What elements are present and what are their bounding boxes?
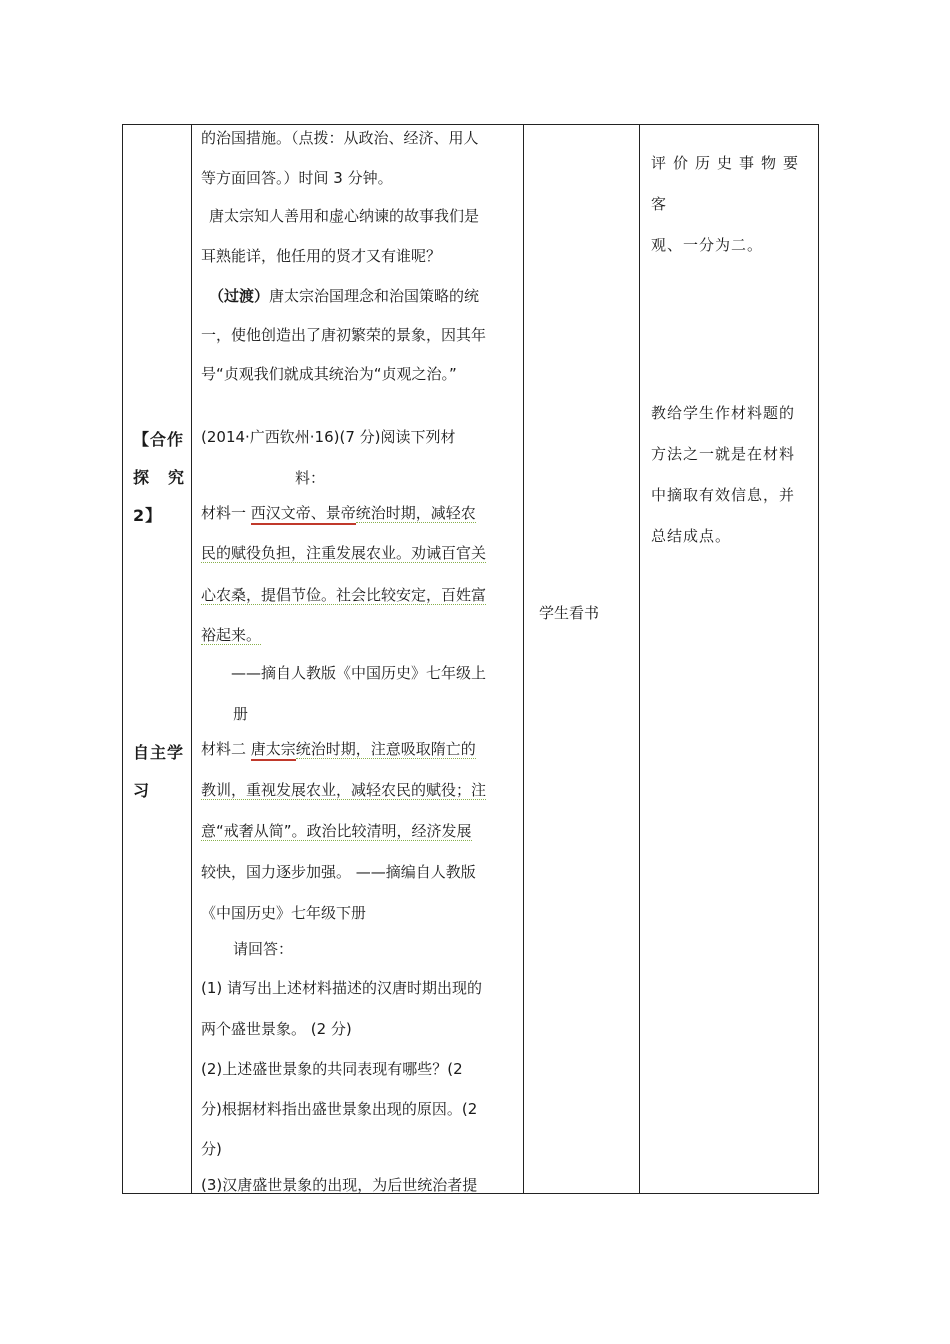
question-line: 分)	[201, 1140, 222, 1158]
section-label-char: 探	[133, 468, 151, 487]
citation-line: 册	[233, 705, 249, 723]
section-label-cooperative-inquiry	[133, 421, 185, 535]
exercise-source-line: (2014·广西钦州·16)(7 分)阅读下列材	[201, 428, 456, 446]
note-line: 观、一分为二。	[651, 236, 764, 254]
citation-line: 《中国历史》七年级下册	[201, 904, 367, 922]
note-line: 教给学生作材料题的	[651, 404, 796, 422]
content-line	[201, 533, 519, 573]
section-label-line: 自主学	[133, 743, 185, 762]
content-line: 较快，国力逐步加强。 ——摘编自人教版	[201, 863, 476, 881]
content-line: 耳熟能详，他任用的贤才又有谁呢？	[201, 247, 442, 265]
student-activity-text: 学生看书	[539, 604, 600, 622]
section-label-line	[133, 459, 185, 497]
content-text: 唐太宗治国理念和治国策略的统	[269, 287, 480, 305]
note-line: 中摘取有效信息，并	[651, 486, 796, 504]
content-line: 号“贞观我们就成其统治为“贞观之治。”	[201, 365, 457, 383]
material-label: 材料一	[201, 504, 251, 522]
content-line: 的治国措施。（点拨：从政治、经济、用人	[201, 129, 479, 147]
underlined-text: 西汉文帝、景帝	[251, 504, 356, 525]
content-line	[201, 615, 519, 655]
question-line: 两个盛世景象。 (2 分)	[201, 1020, 352, 1038]
content-line: 等方面回答。）时间 3 分钟。	[201, 169, 393, 187]
underlined-text: 唐太宗	[251, 740, 296, 761]
content-line: 一，使他创造出了唐初繁荣的景象，因其年	[201, 326, 487, 344]
material-one-line	[201, 493, 519, 533]
question-line: 分)根据材料指出盛世景象出现的原因。(2	[201, 1100, 478, 1118]
note-line: 总结成点。	[651, 527, 732, 545]
section-label-self-study	[133, 734, 184, 810]
material-two-line	[201, 729, 519, 769]
student-activity-column	[523, 125, 639, 1193]
question-line: (3)汉唐盛世景象的出现，为后世统治者提	[201, 1176, 478, 1193]
transition-label: （过渡）	[209, 287, 270, 305]
question-line: (1) 请写出上述材料描述的汉唐时期出现的	[201, 979, 483, 997]
design-note-method	[651, 393, 813, 557]
section-label-line: 【合作	[133, 430, 185, 449]
question-intro: 请回答：	[233, 940, 294, 958]
note-line	[651, 143, 813, 225]
teaching-content-column	[191, 125, 523, 1193]
content-text: 裕起来。	[201, 626, 262, 644]
content-text: 民的赋役负担，注重发展农业。劝诫百官关	[201, 544, 487, 562]
content-line	[201, 770, 519, 810]
note-line: 方法之一就是在材料	[651, 445, 796, 463]
question-line: (2)上述盛世景象的共同表现有哪些？(2	[201, 1060, 463, 1078]
design-intent-column	[639, 125, 819, 1193]
section-label-column	[123, 125, 191, 1193]
lesson-table	[122, 124, 819, 1194]
content-text: 统治时期，注意吸取隋亡的	[295, 740, 476, 758]
citation-line: ——摘自人教版《中国历史》七年级上	[231, 664, 487, 682]
transition-line	[209, 276, 523, 316]
content-line	[201, 811, 519, 851]
material-label: 材料二	[201, 740, 251, 758]
design-note-objectivity	[651, 143, 813, 266]
section-label-line: 2】	[133, 506, 163, 525]
content-text: 意“戒奢从简”。政治比较清明，经济发展	[201, 822, 472, 840]
content-text: 心农桑，提倡节俭。社会比较安定，百姓富	[201, 586, 487, 604]
content-line: 料：	[295, 469, 326, 487]
content-line: 唐太宗知人善用和虚心纳谏的故事我们是	[209, 207, 480, 225]
section-label-line: 习	[133, 781, 151, 800]
section-label-char: 究	[167, 468, 185, 487]
content-line	[201, 575, 519, 615]
content-text: 教训，重视发展农业，减轻农民的赋役；注	[201, 781, 487, 799]
note-text: 评价历史事物要客	[651, 154, 806, 213]
content-text: 统治时期，减轻农	[355, 504, 476, 522]
